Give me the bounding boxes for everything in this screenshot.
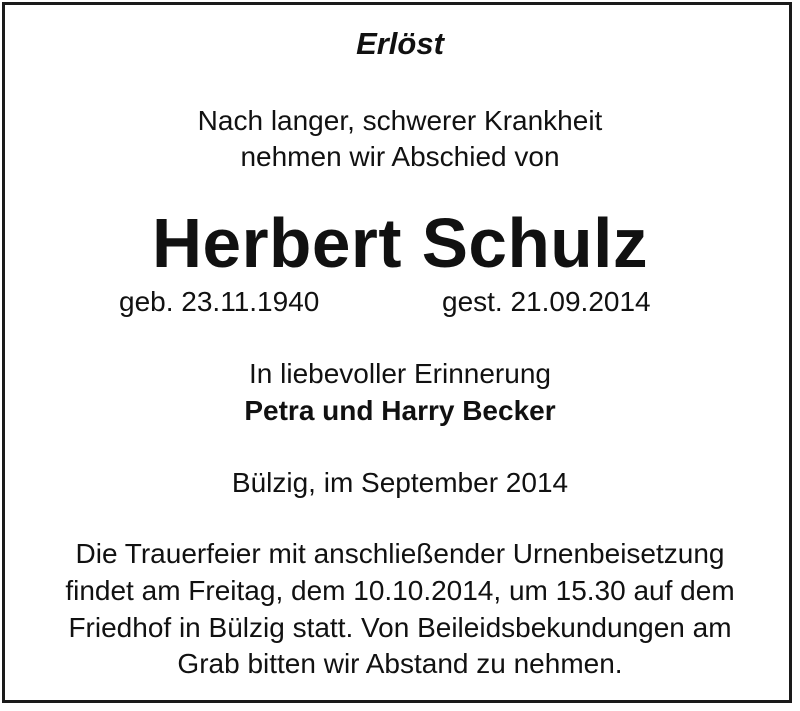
intro-line-1: Nach langer, schwerer Krankheit bbox=[197, 105, 603, 136]
memory-line: In liebevoller Erinnerung bbox=[249, 358, 551, 389]
deceased-name: Herbert Schulz bbox=[152, 204, 648, 282]
funeral-info-line: Die Trauerfeier mit anschließender Urnenbeisetzung bbox=[75, 538, 725, 569]
mourners-names: Petra und Harry Becker bbox=[244, 395, 556, 426]
funeral-info-line: Grab bitten wir Abstand zu nehmen. bbox=[177, 648, 623, 679]
birth-date: geb. 23.11.1940 bbox=[119, 286, 320, 317]
place-and-date: Bülzig, im September 2014 bbox=[231, 467, 569, 498]
intro-line-2: nehmen wir Abschied von bbox=[240, 141, 560, 172]
headline: Erlöst bbox=[356, 26, 444, 61]
funeral-info-line: findet am Freitag, dem 10.10.2014, um 15.30 auf dem bbox=[65, 575, 735, 606]
death-date: gest. 21.09.2014 bbox=[442, 286, 651, 317]
funeral-info-line: Friedhof in Bülzig statt. Von Beileidsbekundungen am bbox=[68, 612, 732, 643]
